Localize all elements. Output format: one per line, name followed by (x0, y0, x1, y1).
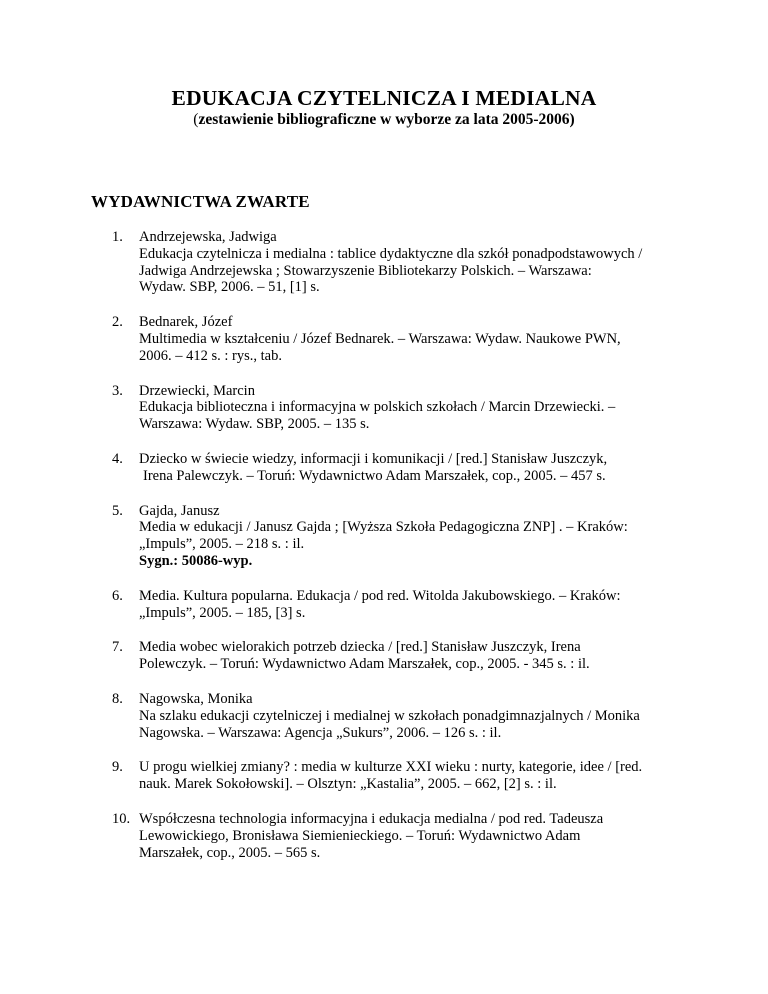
bibliography-entry-10 (112, 811, 712, 861)
entry-line: „Impuls”, 2005. – 218 s. : il. (139, 536, 305, 553)
entry-line: Lewowickiego, Bronisława Siemienieckiego. – Toruń: Wydawnictwo Adam (139, 827, 581, 844)
entry-line: Współczesna technologia informacyjna i edukacja medialna / pod red. Tadeusza (139, 810, 604, 827)
entry-line: Warszawa: Wydaw. SBP, 2005. – 135 s. (139, 416, 370, 433)
bibliography-entry-6 (112, 588, 712, 622)
entry-line: „Impuls”, 2005. – 185, [3] s. (139, 604, 306, 621)
entry-number: 10. (112, 810, 131, 827)
entry-line: Media w edukacji / Janusz Gajda ; [Wyższa Szkoła Pedagogiczna ZNP] . – Kraków: (139, 519, 628, 536)
entry-number: 8. (112, 690, 123, 707)
document-subtitle (0, 111, 768, 129)
entry-line: Drzewiecki, Marcin (139, 382, 255, 399)
subtitle-paren: ( (193, 111, 199, 128)
entry-line: Edukacja czytelnicza i medialna : tablice dydaktyczne dla szkół ponadpodstawowych / (139, 245, 643, 262)
entry-line: Irena Palewczyk. – Toruń: Wydawnictwo Adam Marszałek, cop., 2005. – 457 s. (143, 467, 606, 484)
bibliography-entry-8 (112, 691, 712, 741)
entry-line: Nagowska. – Warszawa: Agencja „Sukurs”, 2006. – 126 s. : il. (139, 724, 502, 741)
entry-line: Gajda, Janusz (139, 502, 220, 519)
entry-line: Na szlaku edukacji czytelniczej i medialnej w szkołach ponadgimnazjalnych / Monika (139, 707, 640, 724)
entry-line: Dziecko w świecie wiedzy, informacji i komunikacji / [red.] Stanisław Juszczyk, (139, 450, 608, 467)
entry-line: Edukacja biblioteczna i informacyjna w polskich szkołach / Marcin Drzewiecki. – (139, 399, 616, 416)
bibliography-entry-1 (112, 229, 712, 296)
entry-line: Andrzejewska, Jadwiga (139, 229, 277, 245)
document-title: EDUKACJA CZYTELNICZA I MEDIALNA (171, 86, 597, 110)
entry-line: Bednarek, Józef (139, 314, 233, 331)
bibliography-entry-4 (112, 451, 712, 485)
entry-line: Jadwiga Andrzejewska ; Stowarzyszenie Bibliotekarzy Polskich. – Warszawa: (139, 262, 592, 279)
subtitle-text: zestawienie bibliograficzne w wyborze za lata 2005-2006) (198, 111, 575, 128)
entry-line: U progu wielkiej zmiany? : media w kulturze XXI wieku : nurty, kategorie, idee / [red. (139, 759, 643, 776)
entry-number: 3. (112, 382, 123, 399)
entry-line: Polewczyk. – Toruń: Wydawnictwo Adam Marszałek, cop., 2005. - 345 s. : il. (139, 656, 590, 673)
entry-number: 2. (112, 314, 123, 331)
call-number: Sygn.: 50086-wyp. (139, 552, 253, 569)
bibliography-entry-5 (112, 503, 712, 570)
entry-number: 4. (112, 450, 123, 467)
bibliography-entry-3 (112, 383, 712, 433)
entry-line: Nagowska, Monika (139, 690, 253, 707)
entry-line: Media wobec wielorakich potrzeb dziecka / [red.] Stanisław Juszczyk, Irena (139, 639, 581, 656)
entry-line: Media. Kultura popularna. Edukacja / pod red. Witolda Jakubowskiego. – Kraków: (139, 587, 621, 604)
entry-number: 6. (112, 587, 123, 604)
entry-number: 5. (112, 502, 123, 519)
entry-line: Marszałek, cop., 2005. – 565 s. (139, 844, 321, 861)
entry-number: 1. (112, 229, 123, 245)
entry-line: nauk. Marek Sokołowski]. – Olsztyn: „Kastalia”, 2005. – 662, [2] s. : il. (139, 776, 557, 793)
entry-line: 2006. – 412 s. : rys., tab. (139, 347, 282, 364)
bibliography-entry-7 (112, 639, 712, 673)
entry-line: Wydaw. SBP, 2006. – 51, [1] s. (139, 279, 320, 296)
entry-number: 9. (112, 759, 123, 776)
section-heading: WYDAWNICTWA ZWARTE (91, 192, 310, 211)
entry-number: 7. (112, 639, 123, 656)
bibliography-entry-2 (112, 314, 712, 364)
bibliography-entry-9 (112, 759, 712, 793)
entry-line: Multimedia w kształceniu / Józef Bednarek. – Warszawa: Wydaw. Naukowe PWN, (139, 330, 621, 347)
bibliography-list (112, 229, 712, 879)
